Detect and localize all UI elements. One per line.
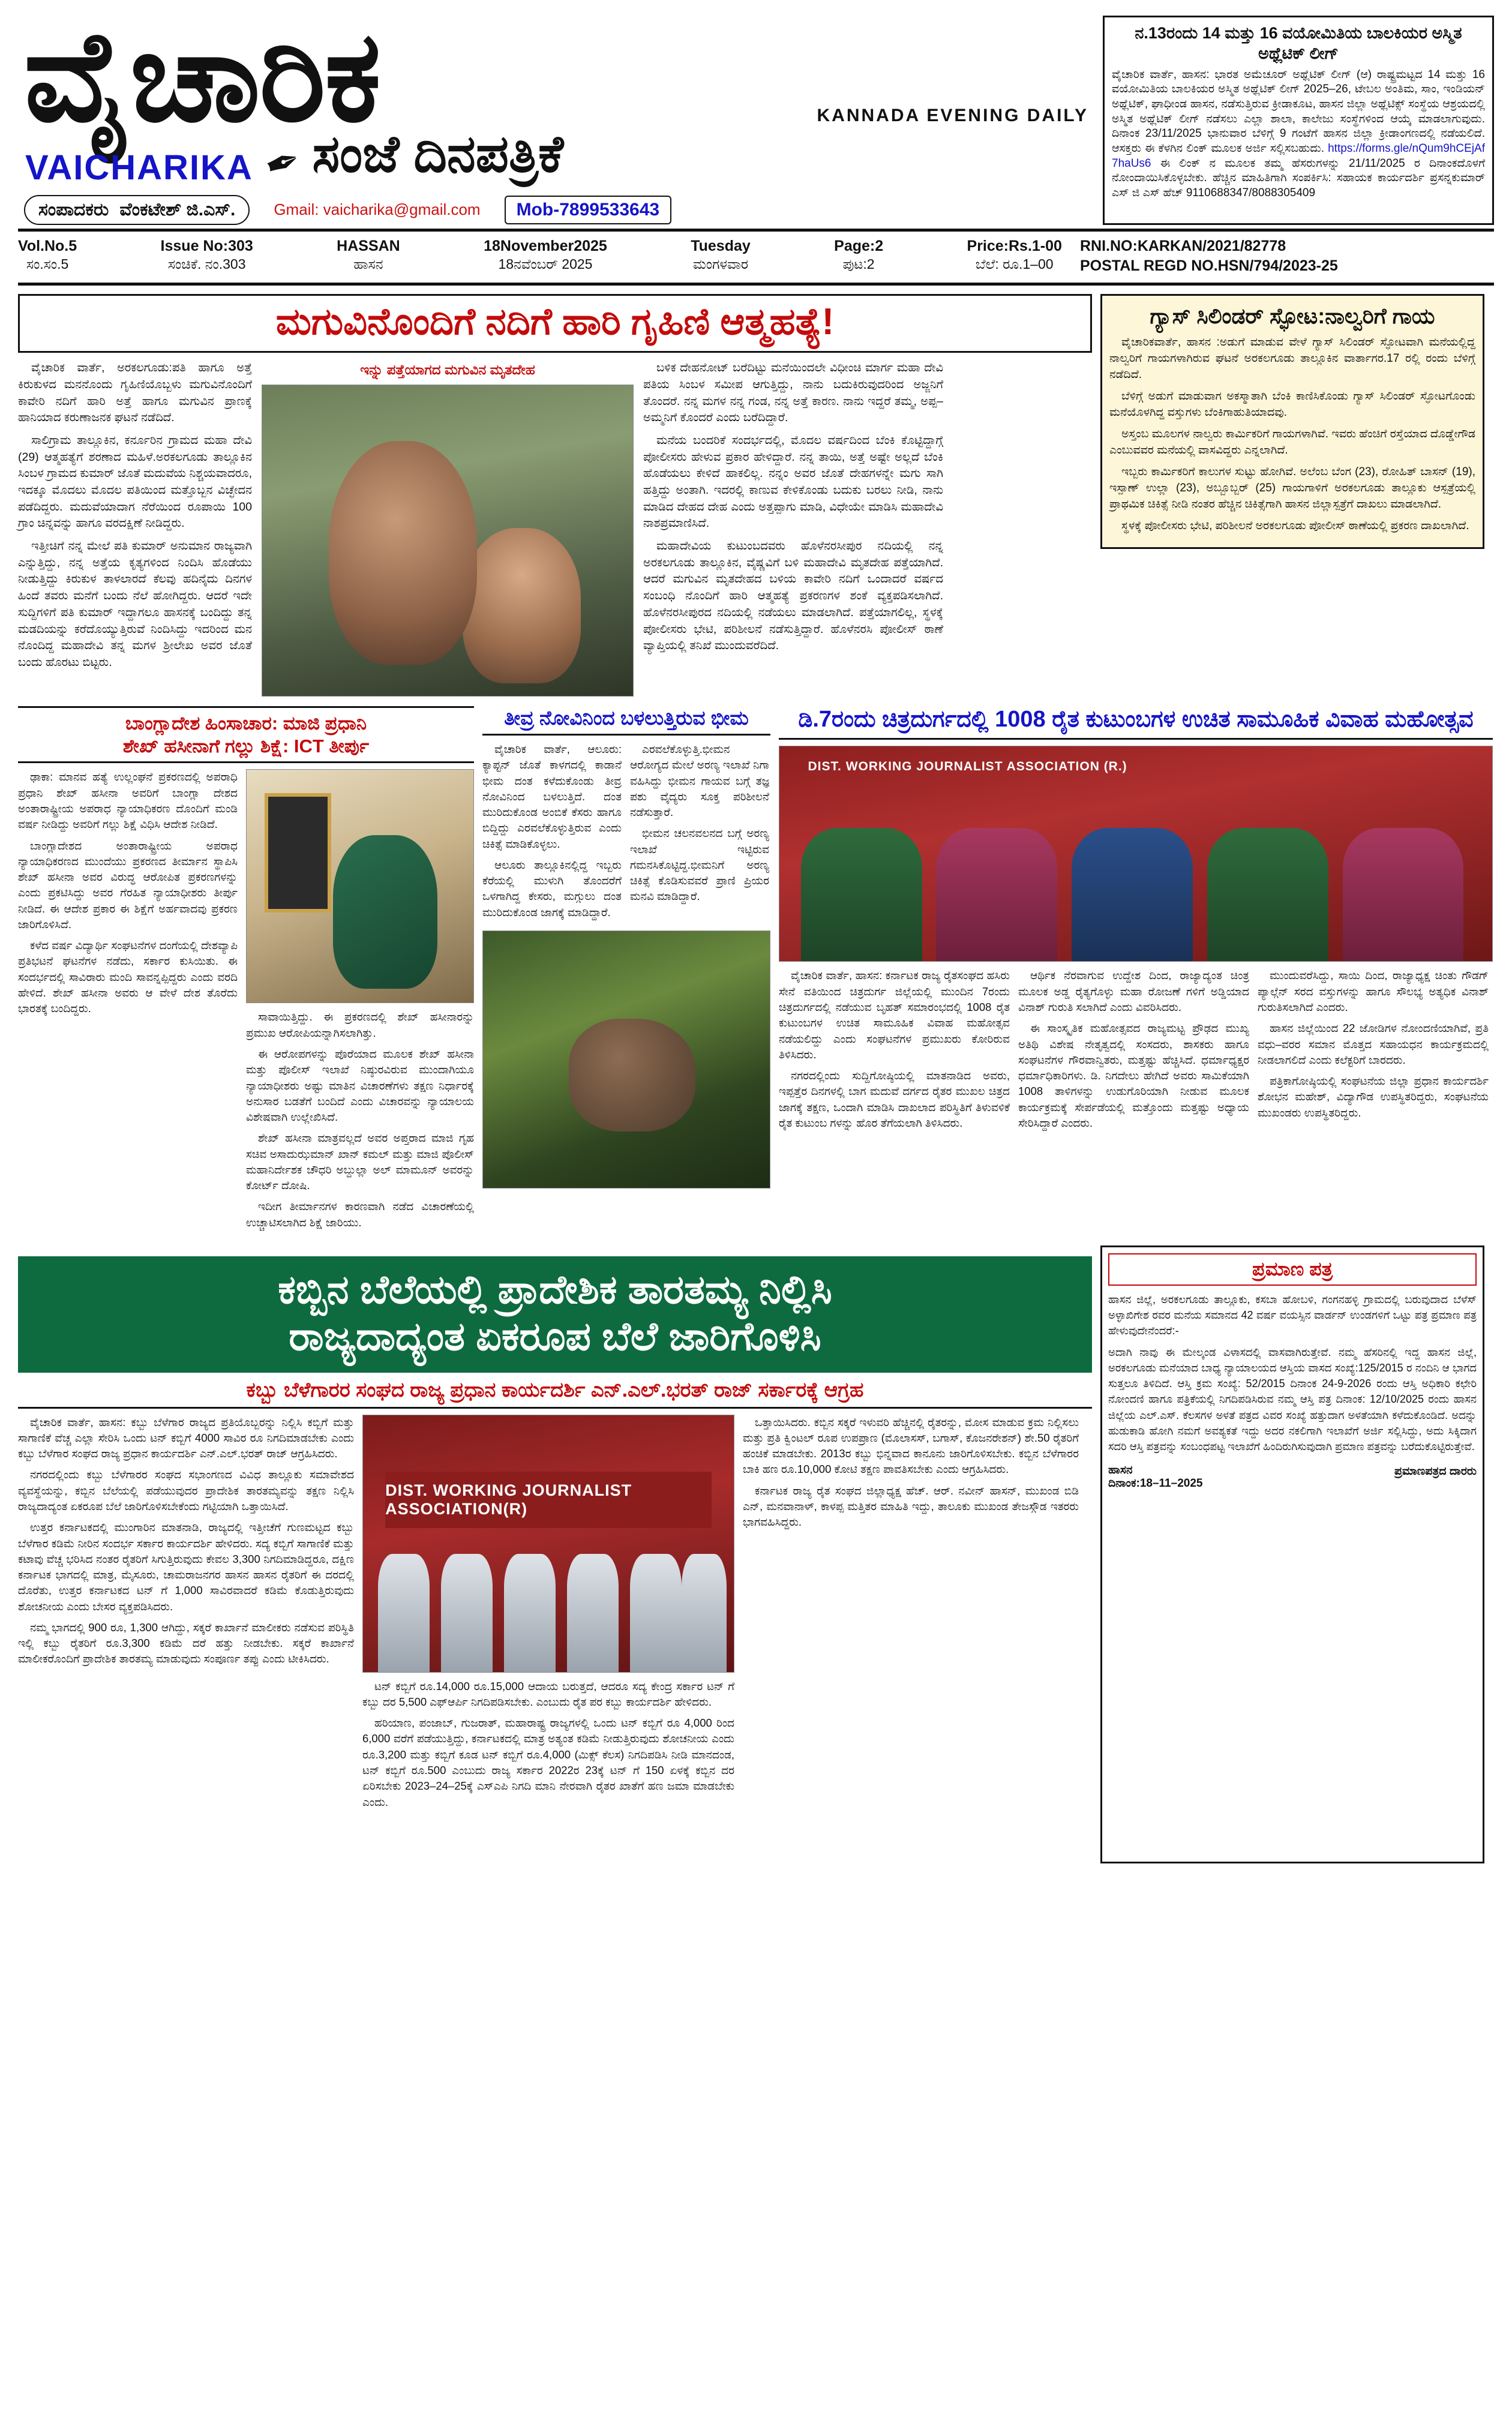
masthead-brand-latin: VAICHARIKA xyxy=(25,148,253,187)
hasina-paragraph: ಇದೀಗ ತೀರ್ಮಾನಗಳ ಕಾರಣವಾಗಿ ನಡೆದ ವಿಚಾರಣೆಯಲ್ಲಿ ಉಚ್ಚಾಟಿಸಲಾಗಿದ ಶಿಕ್ಷೆ ಜಾರಿಯು. xyxy=(246,1200,474,1229)
lead-column-3 xyxy=(643,360,943,697)
sugarcane-column-2-text xyxy=(362,1679,734,1810)
volume-en: Vol.No.5 xyxy=(18,237,77,254)
price-kn: ಬೆಲೆ: ರೂ.1–00 xyxy=(975,256,1054,272)
person-figure xyxy=(630,1554,682,1672)
lead-column-2 xyxy=(262,360,634,697)
bottom-section xyxy=(18,1245,1494,1863)
marriage-paragraph: ಮುಂದುವರೆಸಿದ್ದು, ಸಾಯಿ ದಿಂದ, ರಾಜ್ಯಾಧ್ಯಕ್ಷ ಚಿಂತು ಗೌಡಗ್ ಪ್ಯಾಲ್ಗೆನ್ ಸರದ ವಸ್ತುಗಳನ್ನು ಹಾಗೂ ಸೌಲಭ್ಯ ಅತ್ಯಧಿಕ ವಿನಾಶ್ ಗುರುತಿಸಲಾಗಿದೆ ಎಂದರು. xyxy=(1258,969,1489,1013)
hasina-photo xyxy=(246,769,474,1003)
postal-regd: POSTAL REGD NO.HSN/794/2023-25 xyxy=(1080,257,1338,275)
masthead-left xyxy=(18,6,1092,225)
certificate-box xyxy=(1100,1245,1484,1863)
page-kn: ಪುಟ:2 xyxy=(842,256,875,272)
hasina-paragraph: ಢಾಕಾ: ಮಾನವ ಹತ್ಯೆ ಉಲ್ಲಂಘನೆ ಪ್ರಕರಣದಲ್ಲಿ ಅಪರಾಧಿ ಪ್ರಧಾನಿ ಶೇಖ್ ಹಸೀನಾ ಅವರಿಗೆ ಬಾಂಗ್ಲಾ ದೇಶದ ಅಂತಾರಾಷ್ಟ್ರೀಯ ಅಪರಾಧ ನ್ಯಾಯಾಧಿಕರಣ ದೊಂದಿಗೆ ಮಂಡಿ ವರ್ಷ ನೀಡಿದ್ದು ಅವರಿಗೆ ಗಲ್ಲು ಶಿಕ್ಷೆ ವಿಧಿಸಿ ಆದೇಶ ನೀಡಿದೆ. xyxy=(18,770,238,831)
bheema-paragraph: ಆಲೂರು ತಾಲ್ಲೂಕಿನಲ್ಲಿದ್ದ ಇಬ್ಬರು ಕೆರೆಯಲ್ಲಿ ಮುಳುಗಿ ತೊಂದರೆಗೆ ಒಳಗಾಗಿದ್ದ ಕೇಸರು, ಮಗ್ಗುಲು ದಂತ ಮುರಿದುಕೊಂಡ ಜಾಗಕ್ಕೆ ಮಾಡಿದ್ದಾರೆ. xyxy=(482,858,622,919)
marriage-paragraph: ಈ ಸಾಂಸ್ಕೃತಿಕ ಮಹೋತ್ಸವದ ರಾಜ್ಯಮಟ್ಟ ಪ್ರೌಢದ ಮುಖ್ಯ ಅತಿಥಿ ವಿಶೇಷ ನೇತೃತ್ವದಲ್ಲಿ ಸಂಸದರು, ಶಾಸಕರು ಹಾಗೂ ಸಂಘಟನೆಗಳ ಗೌರವಾನ್ವಿತರು, ಮತ್ತಷ್ಟು ಹೆಚ್ಚಿಸಿದೆ. ಧರ್ಮಾಧ್ಯಕ್ಷರ ಧರ್ಮಾಧಿಕಾರಿಗಳು. ಡಿ. ನಿಗದೇಲು ಹೇಗಿದೆ ಅವರು ಸಾಮಿಕೆಯಾಗಿ 1008 ತಾಳಿಗಳನ್ನು ಉಡುಗೊರಿಯಾಗಿ ನೀಡುವ ಮೂಲಕ ಕಾರ್ಯಕ್ರಮಕ್ಕೆ ಸೇರ್ಪಡೆಯಲ್ಲಿ ಮತ್ತೊಂದು ಮತ್ತಷ್ಟು ಅಧ್ಯಾಯ ಸೇರಿಸಿದ್ದಾರೆ ಎಂದರು. xyxy=(1018,1022,1249,1129)
day-kn: ಮಂಗಳವಾರ xyxy=(692,256,749,272)
sugarcane-paragraph: ಒತ್ತಾಯಿಸಿದರು. ಕಬ್ಬಿನ ಸಕ್ಕರೆ ಇಳುವರಿ ಹೆಚ್ಚಿನಲ್ಲಿ ರೈತರನ್ನು, ಮೋಸ ಮಾಡುವ ಕ್ರಮ ನಿಲ್ಲಿಸಲು ಮತ್ತು ಪ್ರತಿ ಕ್ವಿಂಟಲ್ ರೂಪ ಉಪಪ್ರಾಣ (ಮೊಲಾಸಸ್, ಬಗಾಸ್, ಕೊಜನರೇಶನ್) ಶೇ.50 ರೈತರಿಗೆ ಹಂಚಿಕೆ ಮಾಡಬೇಕು. 2013ರ ಕಬ್ಬು ಭಿನ್ನವಾದ ಕಾನೂನು ಜಾರಿಗೊಳಿಸಬೇಕು. ಕಬ್ಬಿನ ಬೆಳೆಗಾರರ ಬಾಕಿ ಹಣ ರೂ.10,000 ಕೋಟಿ ತಕ್ಷಣ ಪಾವತಿಸಬೇಕು ಎಂದು ಆಗ್ರಹಿಸಿದರು. xyxy=(743,1415,1079,1476)
certificate-signature-row xyxy=(1108,1464,1477,1490)
masthead-title-kannada: ವೈಚಾರಿಕ xyxy=(24,6,380,147)
person-figure xyxy=(1072,828,1193,961)
certificate-place-date xyxy=(1108,1464,1202,1490)
issue-cell xyxy=(161,236,253,277)
bheema-columns xyxy=(482,742,770,926)
certificate-title: ಪ್ರಮಾಣ ಪತ್ರ xyxy=(1108,1253,1477,1286)
mass-marriage-story xyxy=(779,706,1493,1236)
lead-column-1 xyxy=(18,360,252,697)
sugarcane-press-photo xyxy=(362,1415,734,1673)
certificate-signer: ಪ್ರಮಾಣಪತ್ರದ ದಾರರು xyxy=(1394,1464,1477,1478)
marriage-paragraph: ವೈಚಾರಿಕ ವಾರ್ತೆ, ಹಾಸನ: ಕರ್ನಾಟಕ ರಾಜ್ಯ ರೈತಸಂಘದ ಹಸಿರು ಸೇನೆ ವತಿಯಿಂದ ಚಿತ್ರದುರ್ಗ ಜಿಲ್ಲೆಯಲ್ಲಿ ಮುಂದಿನ 7ರಂದು ಚಿತ್ರದುರ್ಗದಲ್ಲಿ ನಡೆಯುವ ಬೃಹತ್ ಸಮಾರಂಭದಲ್ಲಿ 1008 ರೈತ ಕುಟುಂಬಗಳ ಉಚಿತ ಸಾಮೂಹಿಕ ವಿವಾಹ ಮಹೋತ್ಸವ ನಡೆಯಲಿದ್ದು ಎಂದು ಸಂಘಟನೆಗಳ ಪ್ರಮುಖರು ಕೋರಿರುವ ತಿಳಿಸಿದರು. xyxy=(779,969,1010,1061)
middle-band xyxy=(18,706,1494,1236)
issue-en: Issue No:303 xyxy=(160,237,253,254)
issue-info-bar xyxy=(18,232,1494,286)
rni-number: RNI.NO:KARKAN/2021/82778 xyxy=(1080,237,1286,254)
editor-name: ವೆಂಕಟೇಶ್ ಜಿ.ಎಸ್. xyxy=(119,199,236,220)
gas-paragraph: ವೈಚಾರಿಕವಾರ್ತೆ, ಹಾಸನ :ಅಡುಗೆ ಮಾಡುವ ವೇಳೆ ಗ್ಯಾಸ್ ಸಿಲಿಂಡರ್ ಸ್ಫೋಟವಾಗಿ ಮನೆಯಲ್ಲಿದ್ದ ನಾಲ್ವರಿಗೆ ಗಾಯಗಳಾಗಿರುವ ಘಟನೆ ಅರಕಲಗೂಡು ತಾಲ್ಲೂಕಿನ ವಾರ್ತಾಗರ.17 ರಲ್ಲಿ ರಂದು ಬೆಳಿಗ್ಗೆ ನಡೆದಿದೆ. xyxy=(1109,336,1475,382)
lead-paragraph: ಮಹಾದೇವಿಯ ಕುಟುಂಬದವರು ಹೊಳೆನರಸೀಪುರ ನದಿಯಲ್ಲಿ ನನ್ನ ಅರಕಲಗೂಡು ತಾಲ್ಲೂಕಿನ, ವೈಷ್ಣವಿಗೆ ಬಳಿ ಮಹಾದೇವಿ ಮೃತದೇಹ ಪತ್ತೆಯಾಗಿದೆ. ಆದರೆ ಮಗುವಿನ ಮೃತದೇಹದ ಬಳಿಯ ಕಾವೇರಿ ನದಿಗೆ ಒಂದಾದರೆ ವರ್ಷದ ಸಂಬಂಧಿ ನೊಂದಿಗೆ ಹಾರಿ ಆತ್ಮಹತ್ಯೆ ಪ್ರಕರಣಗಳ ಶಂಕೆ ವ್ಯಕ್ತಪಡಿಸಲಾಗಿದೆ. ಹೊಳೆನರಸೀಪುರದ ನದಿಯಲ್ಲಿ ನಡೆಯಲು ಮಾಡಲಾಗಿದೆ. ಪತ್ತೆಯಾಗಲಿಲ್ಲ, ಸ್ಥಳಕ್ಕೆ ಪೋಲೀಸರು ಭೇಟಿ, ಪರಿಶೀಲನೆ ನಡೆಸುತ್ತಿದ್ದಾರೆ. ಹೊಳೆನರಸಿ ಪೋಲೀಸ್ ಠಾಣೆ ವ್ಯಾಪ್ತಿಯಲ್ಲಿ ತನಿಖೆ ಮುಂದುವರೆದಿದೆ. xyxy=(643,539,943,653)
mobile-number: Mob-7899533643 xyxy=(505,196,671,224)
certificate-place: ಹಾಸನ xyxy=(1108,1463,1133,1476)
sugarcane-paragraph: ಟನ್ ಕಬ್ಬಿಗೆ ರೂ.14,000 ರೂ.15,000 ಆದಾಯ ಬರುತ್ತದೆ, ಆದರೂ ಸದ್ಯ ಕೇಂದ್ರ ಸರ್ಕಾರ ಟನ್ ಗೆ ಕಬ್ಬು ದರ 5,500 ಎಫ್ಆರ್ಪಿ ನಿಗದಿಪಡಿಸಬೇಕು. ಎಂಬುದು ರೈತ ಪರ ಕಬ್ಬು ಕಾರ್ಯದರ್ಶಿ ಹೇಳಿದರು. xyxy=(362,1679,734,1708)
price-cell xyxy=(967,236,1062,277)
volume-cell xyxy=(18,236,77,277)
issue-kn: ಸಂಚಿಕೆ. ನಂ.303 xyxy=(167,256,246,272)
certificate-notice xyxy=(1100,1245,1484,1863)
hasina-paragraph: ಕಳೆದ ವರ್ಷ ವಿದ್ಯಾರ್ಥಿ ಸಂಘಟನೆಗಳ ದಂಗೆಯಲ್ಲಿ ದೇಶವ್ಯಾಪಿ ಪ್ರತಿಭಟನೆ ಘಟನೆಗಳ ನಡೆದು, ಸರ್ಕಾರ ಕುಸಿಯಿತು. ಈ ಸಂದರ್ಭದಲ್ಲಿ ಸಾವಿರಾರು ಮಂದಿ ಸಾವನ್ನಪ್ಪಿದ್ದರು ಎಂದು ವರದಿ ಹೇಳಿದೆ. ಶೇಖ್ ಹಸೀನಾ ಅವರು ಆ ವೇಳೆ ದೇಶ ತೊರೆದು ಭಾರತಕ್ಕೆ ಬಂದಿದ್ದರು. xyxy=(18,939,238,1015)
bheema-column-2 xyxy=(630,742,769,926)
volume-kn: ಸಂ.ಸಂ.5 xyxy=(26,256,69,272)
sugarcane-paragraph: ನಗರದಲ್ಲಿಂದು ಕಬ್ಬು ಬೆಳೆಗಾರರ ಸಂಘದ ಸಭಾಂಗಣದ ವಿವಿಧ ತಾಲ್ಲೂಕು ಸಮಾವೇಶದ ವ್ಯವಸ್ಥೆಯನ್ನು, ಕಬ್ಬಿನ ಬೆಲೆಯಲ್ಲಿ ಪಡೆಯುವುದರ ಪ್ರಾದೇಶಿಕ ತಾರತಮ್ಯವನ್ನು ತಕ್ಷಣ ನಿಲ್ಲಿಸಿ ರಾಜ್ಯದಾದ್ಯಂತ ಏಕರೂಪ ಬೆಲೆ ಜಾರಿಗೊಳಿಸಬೇಕೆಂದು ಗಟ್ಟಿಯಾಗಿ ಒತ್ತಾಯಿಸಿದೆ. xyxy=(18,1468,354,1512)
issue-info-left xyxy=(18,236,1080,277)
marriage-paragraph: ನಗರದಲ್ಲಿಂದು ಸುದ್ದಿಗೋಷ್ಠಿಯಲ್ಲಿ ಮಾತನಾಡಿದ ಅವರು, ಇಪ್ಪತ್ತೆರ ದಿನಗಳಲ್ಲಿ ಬಾಗ ಮದುವೆ ದರ್ಗದ ರೈತರ ಮುಖಲ ಚಿತ್ರದ ಜಾಗಕ್ಕೆ ತಕ್ಷಣ, ಒಂದಾಗಿ ಮಾಡಿಸಿ ದಾಖಲಾದ ಪರಿಸ್ಥಿತಿಗೆ ತಿಳುವಳಿಕೆ ರೈತ ಕುಟುಂಬ ಗಳನ್ನು ಹೊರ ತೆಗೆಯಲಾಗಿ ತಿಳಿಸಿದರು. xyxy=(779,1069,1010,1129)
sugarcane-paragraph: ಹರಿಯಾಣ, ಪಂಜಾಬ್, ಗುಜರಾತ್, ಮಹಾರಾಷ್ಟ್ರ ರಾಜ್ಯಗಳಲ್ಲಿ ಒಂದು ಟನ್ ಕಬ್ಬಿಗೆ ರೂ 4,000 ರಿಂದ 6,000 ವರೆಗೆ ಪಡೆಯುತ್ತಿದ್ದು, ಕರ್ನಾಟಕದಲ್ಲಿ ಮಾತ್ರ ಅತ್ಯಂತ ಕಡಿಮೆ ನೀಡುತ್ತಿರುವುದು ಶೋಚನೀಯ ಎಂದು ರೂ.3,200 ಮತ್ತು ಕಬ್ಬಿಗೆ ಕೂಡ ಟನ್ ಕಬ್ಬಿಗೆ ರೂ.4,000 (ಮಿಕ್ಸ್ ಕೆಲಸ) ನಿಗದಿಪಡಿಸಿ ನೀಡಿ ಮಾನದಂಡ, ಟನ್ ಕಬ್ಬಿಗೆ ರೂ.500 ಎಂಬುದು ರಾಜ್ಯ ಸರ್ಕಾರ 2022ರ 23ಕ್ಕೆ ಟನ್ ಗೆ 150 ಏಳಕ್ಕೆ ಕಬ್ಬಿನ ದರ ಏರಿಸಬೇಕು 2023–24–25ಕ್ಕೆ ಎಸ್ಎಪಿ ನಿಗದಿ ಮಾನಿ ನೇರವಾಗಿ ರೈತರ ಖಾತೆಗೆ ಹಣ ಜಮಾ ಮಾಡಬೇಕು ಎಂದು. xyxy=(362,1716,734,1808)
marriage-paragraph: ಆರ್ಥಿಕ ನೆರವಾಗುವ ಉದ್ದೇಶ ದಿಂದ, ರಾಜ್ಯಾದ್ಯಂತ ಚಿಂತ್ರ ಮೂಲಕ ಅಡ್ಡ ರೈತ್ಯಗೊಳ್ಳು ಮಹಾ ರೋಜಣೆ ಗಳಿಗೆ ಅಡ್ಡಿಯಾದ ವಿನಾಶ್ ಗುರುತಿ ಸಲಾಗಿದೆ ಎಂದು ವಿವರಿಸಿದರು. xyxy=(1018,969,1249,1013)
gas-story-box xyxy=(1100,294,1484,549)
sugarcane-paragraph: ನಮ್ಮ ಭಾಗದಲ್ಲಿ 900 ರೂ, 1,300 ಆಗಿದ್ದು, ಸಕ್ಕರೆ ಕಾರ್ಖಾನೆ ಮಾಲೀಕರು ನಡೆಸುವ ಪರಿಸ್ಥಿತಿ ಇಲ್ಲಿ ಕಬ್ಬು ರೈತರಿಗೆ ರೂ.3,300 ಕಡಿಮೆ ದರೆ ಹತ್ತು ನೀಡಬೇಕು. ಸಕ್ಕರೆ ಕಾರ್ಖಾನೆ ಮಾಲೀಕರೊಂದಿಗೆ ಪ್ರಾದೇಶಿಕ ತಾರತಮ್ಯ ಮಾಡುವುದು ಸಂಪೂರ್ಣ ತಪ್ಪು ಎಂದು ಟೀಕಿಸಿದರು. xyxy=(18,1620,354,1665)
bheema-story xyxy=(482,706,770,1236)
hasina-headline xyxy=(18,706,474,764)
sugarcane-columns xyxy=(18,1415,1092,1815)
banner-text-in-photo: DIST. WORKING JOURNALIST ASSOCIATION(R) xyxy=(385,1472,712,1528)
sugarcane-paragraph: ವೈಚಾರಿಕ ವಾರ್ತೆ, ಹಾಸನ: ಕಬ್ಬು ಬೆಳೆಗಾರ ರಾಜ್ಯದ ಪ್ರತಿಯೊಬ್ಬರನ್ನು ನಿಲ್ಲಿಸಿ ಕಬ್ಬಿಗೆ ಮತ್ತು ಸಾಗಾಣಿಕೆ ವೆಚ್ಚ ಎಲ್ಲಾ ಸೇರಿಸಿ ಒಂದು ಟನ್ ಕಬ್ಬಿಗೆ 4000 ಸಾವಿರ ರೂ ನಿಗದಿಮಾಡಬೇಕು ಎಂದು ಕಬ್ಬು ಬೆಳೆಗಾರ ಸಂಘದ ರಾಜ್ಯ ಪ್ರಧಾನ ಕಾರ್ಯದರ್ಶಿ ಎನ್.ಎಲ್.ಭರತ್ ರಾಜ್ ಆಗ್ರಹಿಸಿದರು. xyxy=(18,1415,354,1460)
elephant-photo xyxy=(482,931,770,1189)
hasina-headline-line2: ಶೇಖ್ ಹಸೀನಾಗೆ ಗಲ್ಲು ಶಿಕ್ಷೆ: ICT ತೀರ್ಪು xyxy=(122,735,370,757)
marriage-column-2 xyxy=(1018,968,1249,1136)
lead-paragraph: ಇತ್ತೀಚಿಗೆ ನನ್ನ ಮೇಲೆ ಪತಿ ಕುಮಾರ್ ಅನುಮಾನ ರಾಜ್ಯವಾಗಿ ಎನ್ನುತ್ತಿದ್ದು, ನನ್ನ ಅತ್ತೆಯ ಕೃತ್ಯಗಳಿಂದ ನಿಂದಿಸಿ ಹೊಡೆಯು ನೀಡುತ್ತಿದ್ದು ಕಿರುಕುಳ ತಾಳಲಾರದೆ ಕೆಲವು ಹದಿನೈದು ದಿನಗಳ ಹಿಂದೆ ತವರು ಮನೆಗೆ ಬಂದು ನೆಲೆ ಹೋಗಿದ್ದರು. ಆದರೆ ಇದೇ ಸುದ್ದಿಗಳಿಗೆ ಪತಿ ಕುಮಾರ್ ಇದ್ದಾಗಲೂ ಹಾಸನಕ್ಕೆ ಬಂದಿದ್ದು ತನ್ನ ಮಡದಿಯನ್ನು ಕರೆದೊಯ್ಯುತ್ತಿರುವೆ ನಿಂದಿಸಿದ್ದು ಇದರಿಂದ ಮನ ನೊಂದಿದ್ದ ಮಹಾದೇವಿ ತನ್ನ ಮಗಳ ಶ್ರೀಲೇಖ ಅವರ ಜೊತೆ ಬಂದು ಹೊರಟು ಬಿಟ್ಟರು. xyxy=(18,539,252,669)
main-content xyxy=(18,294,1494,697)
editor-pill xyxy=(24,195,250,225)
announcement-link[interactable]: https://forms.gle/nQum9hCEjAf7haUs6 xyxy=(1112,142,1485,170)
pen-nib-icon: ✒ xyxy=(258,134,308,191)
banner-line-1: ಕಬ್ಬಿನ ಬೆಲೆಯಲ್ಲಿ ಪ್ರಾದೇಶಿಕ ತಾರತಮ್ಯ ನಿಲ್ಲಿಸಿ xyxy=(278,1266,832,1311)
banner-subline: ಕಬ್ಬು ಬೆಳೆಗಾರರ ಸಂಘದ ರಾಜ್ಯ ಪ್ರಧಾನ ಕಾರ್ಯದರ್ಶಿ ಎನ್.ಎಲ್.ಭರತ್ ರಾಜ್ ಸರ್ಕಾರಕ್ಕೆ ಆಗ್ರಹ xyxy=(18,1373,1092,1409)
lead-photo xyxy=(262,385,634,697)
lead-paragraph: ಬಳಿಕ ದೇಹನೋಟ್ ಬರೆದಿಟ್ಟು ಮನೆಯಿಂದಲೇ ವಿಧೀಂಚಿ ಮಾರ್ಗ ಮಹಾ ದೇವಿ ಪತಿಯ ಸಿಂಬಳ ಸಮೀಪ ಆಗುತ್ತಿದ್ದು, ನಾನು ಬದುಕಿರುವುದರಿಂದ ಅಜ್ಜನಿಗೆ ತೊಂದರೆ. ನನ್ನ ಮಗಳ ನನ್ನ ಗಂಡ, ನನ್ನ ಅತ್ತೆ ಕಾರಣ. ನಾನು ಇದ್ದರೆ ತಮ್ಮ, ಅಪ್ಪ–ಅಮ್ಮನಿಗೆ ಕೊಂದರೆ ಎಂದು ಬರೆದಿದ್ದಾರೆ. xyxy=(643,361,943,425)
marriage-column-1 xyxy=(779,968,1010,1136)
banner-line-2: ರಾಜ್ಯದಾದ್ಯಂತ ಏಕರೂಪ ಬೆಲೆ ಜಾರಿಗೊಳಿಸಿ xyxy=(289,1313,821,1358)
certificate-paragraph: ಅದಾಗಿ ನಾವು ಈ ಮೇಲ್ಕಂಡ ವಿಳಾಸದಲ್ಲಿ ವಾಸವಾಗಿರುತ್ತೇವೆ. ನಮ್ಮ ಹೆಸರಿನಲ್ಲಿ ಇದ್ದ ಹಾಸನ ಜಿಲ್ಲೆ, ಅರಕಲಗೂಡು ಮನೆಯಾದ ಬಾಧ್ಯ ನ್ಯಾಯಾಲಯದ ಆಸ್ತಿಯ ವಾಸದ ಸಂಖ್ಯೆ:125/2015 ರ ನಂದಿನಿ ಆ ಭಾಗದ ಸುತ್ತಲೂ ತಿಳಿದಿದೆ. ಆಸ್ತಿ ಕ್ರಮ ಸಂಖ್ಯೆ: 52/2015 ದಿನಾಂಕ 24-9-2026 ರಂದು ಆಸ್ತಿ ಅಧಿಕಾರಿ ಕಛೇರಿ ನೋಂದಣಿ ಹಾಗೂ ಪತ್ರಿಕೆಯಲ್ಲಿ ನಿಗದಿಪಡಿಸಿರುವ ನಮ್ಮ ಆಸ್ತಿ ಪತ್ರ ದಿನಾಂಕ: 12/10/2025 ರಂದು ಹಾಸನ ಜಿಲ್ಲೆಯ ಎಲ್.ಎಸ್. ಕೆಲಸಗಳ ಅಳತೆ ಪತ್ರದ ವಿವರ ಸಂಖ್ಯೆ ಹತ್ತುದಾಗ ಅಳತೆಯಾಗಿ ಕಳೆದುಕೊಂಡಿದೆ. ಅದನ್ನು ಹುಡುಕಾಡಿ ಹೋಗಿ ನಮಗೆ ಅವಶ್ಯಕತೆ ಇದ್ದು ಅದರ ನಕಲಿಗಾಗಿ ಇಲಾಖೆಗೆ ಅರ್ಜಿ ಸಲ್ಲಿಸಿದ್ದು, ಅದು ಸಿಕ್ಕಿದಾಗ ಸದರಿ ಆಸ್ತಿ ಪತ್ರವನ್ನು ಸಂಬಂಧಪಟ್ಟ ಇಲಾಖೆಗೆ ಹಿಂದಿರುಗಿಸುವುದಾಗಿ ಪ್ರಮಾಣ ಪತ್ರವನ್ನು ಬರೆದುಕೊಟ್ಟಿರುತ್ತೇವೆ. xyxy=(1108,1346,1477,1452)
marriage-headline: ಡಿ.7ರಂದು ಚಿತ್ರದುರ್ಗದಲ್ಲಿ 1008 ರೈತ ಕುಟುಂಬಗಳ ಉಚಿತ ಸಾಮೂಹಿಕ ವಿವಾಹ ಮಹೋತ್ಸವ xyxy=(779,706,1493,740)
bheema-headline: ತೀವ್ರ ನೋವಿನಿಂದ ಬಳಲುತ್ತಿರುವ ಭೀಮ xyxy=(482,706,770,736)
person-figure xyxy=(1343,828,1464,961)
date-kn: 18ನವೆಂಬರ್ 2025 xyxy=(498,256,593,272)
certificate-paragraph: ಹಾಸನ ಜಿಲ್ಲೆ, ಅರಕಲಗೂಡು ತಾಲ್ಲೂಕು, ಕಸಬಾ ಹೋಬಳಿ, ಗಂಗನಹಳ್ಳಿ ಗ್ರಾಮದಲ್ಲಿ ಬರುವುದಾದ ಬೆಳೆಸ್ ಅಳ್ಳಾಖಿಗೇಶ ರವರ ಮನೆಯ ಸಮಾನದ 42 ವರ್ಷ ವಯಸ್ಸಿನ ವಾರ್ಡನ್ ಉಂಡಗಳಿಗೆ ಒಟ್ಟು ಪತ್ರ ಪ್ರಮಾಣ ಪತ್ರ ಹೇಳುವುದೇನೆಂದರೆ:- xyxy=(1108,1293,1477,1337)
day-cell xyxy=(691,236,751,277)
place-kn: ಹಾಸನ xyxy=(353,256,383,272)
lead-paragraph: ಸಾಲಿಗ್ರಾಮ ತಾಲ್ಲೂಕಿನ, ಕರ್ನೂರಿನ ಗ್ರಾಮದ ಮಹಾ ದೇವಿ (29) ಆತ್ಮಹತ್ಯೆಗೆ ಶರಣಾದ ಮಹಿಳೆ.ಅರಕಲಗೂಡು ತಾಲ್ಲೂಕಿನ ಸಿಂಬಳ ಗ್ರಾಮದ ಕುಮಾರ್ ಜೊತೆ ಮದುವೆಯ ನಿಶ್ಚಯವಾದರೂ, ಇದಕ್ಕೂ ಮೊದಲು ಮೊದಲ ಪತಿಯಿಂದ ಮತ್ತೊಬ್ಬನ ವಿಚ್ಛೇದನ ಪಡೆದಿದ್ದರು. ಮದುವೆಯಾದಾಗ ನೆರೆಯಿಂದ ರೂಪಾಯಿ 100 ಗ್ರಾಂ ಚಿನ್ನವನ್ನು ಹಾಗೂ ವರದಕ್ಷಿಣೆ ನೀಡಿದ್ದರು. xyxy=(18,433,252,530)
bheema-paragraph: ಎರವಲೆಕೊಳ್ಳುತ್ತಿ.ಭೀಮನ ಆರೋಗ್ಯದ ಮೇಲೆ ಅರಣ್ಯ ಇಲಾಖೆ ನಿಗಾ ವಹಿಸಿದ್ದು ಭೀಮನ ಗಾಯವ ಬಗ್ಗೆ ತಜ್ಞ ಪಶು ವೈದ್ಯರು ಸೂಕ್ತ ಪರಿಶೀಲನೆ ನಡೆಸುತ್ತಾರೆ. xyxy=(630,743,769,819)
lead-paragraph: ವೈಚಾರಿಕ ವಾರ್ತೆ, ಅರಕಲಗೂಡು:ಪತಿ ಹಾಗೂ ಅತ್ತೆ ಕಿರುಕುಳದ ಮನನೊಂದು ಗೃಹಿಣಿಯೊಬ್ಬಳು ಮಗುವಿನೊಂದಿಗೆ ಕಾವೇರಿ ನದಿಗೆ ಹಾರಿ ಅತ್ತೆ ಹಾಗೂ ಮಗುವಿನ ಪ್ರಾಣಕ್ಕೆ ಹಾನಿಯಾದ ಕರುಣಾಜನಕ ಘಟನೆ ನಡೆದಿದೆ. xyxy=(18,361,252,425)
gas-paragraph: ಅಸ್ತಂಬ ಮೂಲಗಳ ನಾಲ್ವರು ಕಾರ್ಮಿಕರಿಗೆ ಗಾಯಗಳಾಗಿವೆ. ಇವರು ಹೆಂಚಿಗೆ ರಸ್ತೆಯಾದ ದೊಡ್ಡೇಗೌಡ ಎಂಬುವವರ ಮನೆಯಲ್ಲಿ ವಾಸವಿದ್ದರು ಎನ್ನಲಾಗಿದೆ. xyxy=(1109,428,1475,457)
sugarcane-column-3 xyxy=(743,1415,1079,1815)
email-text: Gmail: vaicharika@gmail.com xyxy=(274,200,481,218)
hasina-column-2-text xyxy=(246,1009,474,1230)
sugarcane-column-1 xyxy=(18,1415,354,1815)
lead-headline: ಮಗುವಿನೊಂದಿಗೆ ನದಿಗೆ ಹಾರಿ ಗೃಹಿಣಿ ಆತ್ಮಹತ್ಯೆ! xyxy=(18,294,1092,353)
person-figure xyxy=(504,1554,556,1672)
sugarcane-column-2 xyxy=(362,1415,734,1815)
masthead xyxy=(18,6,1494,232)
person-figure xyxy=(441,1554,493,1672)
announcement-body xyxy=(1112,68,1485,201)
price-en: Price:Rs.1-00 xyxy=(967,237,1062,254)
person-figure xyxy=(936,828,1057,961)
place-cell xyxy=(337,236,400,277)
hasina-paragraph: ಸಾವಾಯಿತ್ತಿದ್ದು. ಈ ಪ್ರಕರಣದಲ್ಲಿ ಶೇಖ್ ಹಸೀನಾರನ್ನು ಪ್ರಮುಖ ಆರೋಪಿಯನ್ನಾಗಿಸಲಾಗಿತ್ತು. xyxy=(246,1010,474,1039)
masthead-english-subtitle: KANNADA EVENING DAILY xyxy=(817,106,1088,125)
hasina-paragraph: ಈ ಆರೋಪಗಳನ್ನು ಪೊರೆಯಾದ ಮೂಲಕ ಶೇಖ್ ಹಸೀನಾ ಮತ್ತು ಪೊಲೀಸ್ ಇಲಾಖೆ ನಿಷ್ಠುರವಿರುವ ಮುಂದಾಗಿಯೂ ನ್ಯಾಯಾಧೀಶರು ಅಷ್ಟು ಮಾತಿನ ವಿಚಾರಣೆಗಳು ತಕ್ಷಣ ನಿರ್ಧಾರಕ್ಕೆ ಅನುಸಾರ ಬಡತೆಗೆ ಬಂದಿದೆ ಎಂದು ವಿಚಾರವನ್ನು ನ್ಯಾಯಾಲಯ ವಿಶೇಷವಾಗಿ ಉಲ್ಲೇಖಿಸಿದೆ. xyxy=(246,1048,474,1124)
top-announcement-box xyxy=(1103,16,1494,225)
gas-headline: ಗ್ಯಾಸ್ ಸಿಲಿಂಡರ್ ಸ್ಫೋಟ:ನಾಲ್ವರಿಗೆ ಗಾಯ xyxy=(1150,304,1435,328)
person-figure xyxy=(567,1554,619,1672)
marriage-column-3 xyxy=(1258,968,1489,1136)
editor-label: ಸಂಪಾದಕರು xyxy=(38,199,109,220)
person-figure xyxy=(1207,828,1328,961)
announcement-heading: ನ.13ರಂದು 14 ಮತ್ತು 16 ವಯೋಮಿತಿಯ ಬಾಲಕಿಯರ ಅಸ್ಮಿತ ಅಥ್ಲೆಟಿಕ್ ಲೀಗ್ xyxy=(1135,24,1462,62)
sugarcane-paragraph: ಉತ್ತರ ಕರ್ನಾಟಕದಲ್ಲಿ ಮುಂಗಾರಿನ ಮಾತನಾಡಿ, ರಾಜ್ಯದಲ್ಲಿ ಇತ್ತೀಚೆಗೆ ಗುಣಮಟ್ಟದ ಕಬ್ಬು ಬೆಳೆಗಾರ ಕಡಿಮೆ ನೀರಿನ ಸಂದರ್ಭ ಸರ್ಕಾರ ಕಾರ್ಯದರ್ಶಿ ಹೇಳಿದರು. ಸದ್ಯ ಕಬ್ಬಿಗೆ ಸಾಗಾಣಿಕೆ ಮತ್ತು ಕಟಾವು ವೆಚ್ಚ ಭರಿಸಿದ ನಂತರ ರೈತರಿಗೆ ಸಿಗುತ್ತಿರುವುದು ಕೇವಲ 3,300 ನಿಗದಿಮಾಡಿದ್ದರೂ, ದಕ್ಷಿಣ ಕರ್ನಾಟಕ ಭಾಗದಲ್ಲಿ ಮಾತ್ರ, ಮೈಸೂರು, ಚಾಮರಾಜನಗರ ಹಾಸನ ಹಾಸನ ರೈತರಿಗೆ ಈ ದರದಲ್ಲಿ ದೊರೆತು, ಉತ್ತರ ಕರ್ನಾಟಕದ ಟನ್ ಗೆ 1,000 ಸಾವಿರವಾದರೆ ಕಡಿಮೆ ಕೊಡುತ್ತಿರುವುದು ಶೋಚನೀಯ ಎಂದು ಬೇಸರ ವ್ಯಕ್ತಪಡಿಸಿದರು. xyxy=(18,1521,354,1613)
marriage-columns xyxy=(779,968,1493,1136)
certificate-date: ದಿನಾಂಕ:18–11–2025 xyxy=(1108,1476,1203,1490)
lead-story xyxy=(18,294,1092,697)
hasina-headline-line1: ಬಾಂಗ್ಲಾದೇಶ ಹಿಂಸಾಚಾರ: ಮಾಜಿ ಪ್ರಧಾನಿ xyxy=(125,712,367,734)
hasina-column-2 xyxy=(246,769,474,1235)
hasina-columns xyxy=(18,769,474,1235)
press-meet-photo xyxy=(779,746,1493,962)
announcement-paragraph-1: ವೈಚಾರಿಕ ವಾರ್ತೆ, ಹಾಸನ: ಭಾರತ ಅಮೆಚೂರ್ ಅಥ್ಲೆಟಿಕ್ ಲೀಗ್ (ಆ) ರಾಷ್ಟ್ರಮಟ್ಟದ 14 ಮತ್ತು 16 ವಯೋಮಿತಿಯ ಬಾಲಕಿಯರ ಅಸ್ಮಿತ ಅಥ್ಲೆಟಿಕ್ ಲೀಗ್ 2025–26, ಟೇಬಲ ಅಂತಿಮ, ಸಾಂ, ಇಂಡಿಯನ್ ಅಥ್ಲೆಟಿಕ್, ಘಾಧೀಂಡ ಹಾಸನ, ನಡೆಸುತ್ತಿರುವ ಕ್ರೀಡಾಕೂಟ, ಹಾಸನ ಜಿಲ್ಲಾ ಅಥ್ಲೆಟಿಕ್ಸ್ ಸಂಸ್ಥೆಯ ಆಶ್ರಯದಲ್ಲಿ ಅಸ್ಮಿತ ಅಥ್ಲೆಟಿಕ್ ಲೀಗ್ ನಡೆಸಲು ಎಲ್ಲಾ ಶಾಲಾ, ಕಾಲೇಜು ಸಂಸ್ಥೆಗಳಿಂದ ಆಯ್ಕೆ ಮಾಡಲಾಗುವುದು. ದಿನಾಂಕ 23/11/2025 ಭಾನುವಾರ ಬೆಳಿಗ್ಗೆ 9 ಗಂಟೆಗೆ ಹಾಸನ ಜಿಲ್ಲಾ ಕ್ರೀಡಾಂಗಣದಲ್ಲಿ ನಡೆಯಲಿದೆ. ಆಸಕ್ತರು ಈ ಕೆಳಗಿನ ಲಿಂಕ್ ಮೂಲಕ ಅರ್ಜಿ ಸಲ್ಲಿಸಬಹುದು. xyxy=(1112,68,1485,155)
bheema-column-1 xyxy=(482,742,622,926)
masthead-tagline: ಸಂಜೆ ದಿನಪತ್ರಿಕೆ xyxy=(312,125,564,183)
date-en: 18November2025 xyxy=(484,237,607,254)
person-figure xyxy=(378,1554,430,1672)
day-en: Tuesday xyxy=(691,237,751,254)
lead-photo-caption: ಇನ್ನು ಪತ್ತೆಯಾಗದ ಮಗುವಿನ ಮೃತದೇಹ xyxy=(360,362,535,378)
sugarcane-paragraph: ಕರ್ನಾಟಕ ರಾಜ್ಯ ರೈತ ಸಂಘದ ಜಿಲ್ಲಾಧ್ಯಕ್ಷ ಹೆಚ್. ಆರ್. ನವೀನ್ ಹಾಸನ್, ಮುಖಂಡ ಬಿಡಿ ಎನ್, ಮನವಾನಾಳ್, ಕಾಳಪ್ಪ ಮತ್ತಿತರ ಮಾಹಿತಿ ಇದ್ದು, ತಾಲೂಕು ಮುಖಂಡ ತೇಜಸ್ಗೌಡ ಇತರರು ಭಾಗವಹಿಸಿದ್ದರು. xyxy=(743,1484,1079,1529)
date-cell xyxy=(484,236,607,277)
certificate-body xyxy=(1108,1292,1477,1454)
page-cell xyxy=(834,236,883,277)
masthead-credits xyxy=(24,195,1092,225)
gas-body xyxy=(1109,335,1475,535)
place-en: HASSAN xyxy=(337,237,400,254)
bheema-paragraph: ವೈಚಾರಿಕ ವಾರ್ತೆ, ಆಲೂರು: ಕ್ಯಾಪ್ಟನ್ ಜೊತೆ ಕಾಳಗದಲ್ಲಿ ಕಾಡಾನೆ ಭೀಮ ದಂತ ಕಳೆದುಕೊಂಡು ತೀವ್ರ ನೋವಿನಿಂದ ಬಳಲುತ್ತಿದೆ. ದಂತ ಮುರಿದುಕೊಂಡ ಅಂಬಿಕೆ ಕೆಸರು ಹಾಗೂ ಬಿದ್ದಿದ್ದು ಎರವಲೆಕೊಳ್ಳುತ್ತಿರುವ ಎಂದು ಚಿಕಿತ್ಸೆ ಮಾಡಿಕೊಳ್ಳಲು. xyxy=(482,743,622,850)
bheema-paragraph: ಭೀಮನ ಚಲನವಲನದ ಬಗ್ಗೆ ಅರಣ್ಯ ಇಲಾಖೆ ಇಟ್ಟಿರುವ ಗಮನಸಿಕೊಟ್ಟಿದ್ದ.ಭೀಮನಿಗೆ ಅರಣ್ಯ ಚಿಕಿತ್ಸೆ ಕೊಡಿಸುವವರೆ ಪ್ರಾಣಿ ಪ್ರಿಯರ ಮನವಿ ಮಾಡಿದ್ದಾರೆ. xyxy=(630,827,769,903)
announcement-phones: 9110688347/8088305409 xyxy=(1186,187,1316,199)
page-en: Page:2 xyxy=(834,237,884,254)
gas-paragraph: ಸ್ಥಳಕ್ಕೆ ಪೋಲೀಸರು ಭೇಟಿ, ಪರಿಶೀಲನೆ ಅರಕಲಗೂಡು ಪೋಲೀಸ್ ಠಾಣೆಯಲ್ಲಿ ಪ್ರಕರಣ ದಾಖಲಾಗಿದೆ. xyxy=(1121,519,1469,532)
hasina-paragraph: ಶೇಖ್ ಹಸೀನಾ ಮಾತ್ರವಲ್ಲದೆ ಅವರ ಅಪ್ತರಾದ ಮಾಜಿ ಗೃಹ ಸಚಿವ ಅಸಾದುಝಮಾನ್ ಖಾನ್ ಕಮಲ್ ಮತ್ತು ಮಾಜಿ ಪೊಲೀಸ್ ಮಹಾನಿರ್ದೇಶಕ ಚೌಧರಿ ಅಬ್ದುಲ್ಲಾ ಅಲ್ ಮಾಮೂನ್ ಅವರನ್ನು ಕೋರ್ಟ್ ದೋಷಿ. xyxy=(246,1132,474,1192)
gas-cylinder-story xyxy=(1100,294,1484,697)
lead-paragraph: ಮನೆಯ ಬಂದರಿಕೆ ಸಂದರ್ಭದಲ್ಲಿ, ಮೊದಲ ವರ್ಷದಿಂದ ಬೆಂಕಿ ಕೊಟ್ಟಿದ್ದಾಗ್ಗೆ ಪೋಲೀಸರು ಹೇಳುವ ಪ್ರಕಾರ ಹೇಳಿದ್ದಾರೆ. ನನ್ನ ತಾಯಿ, ಅತ್ತೆ ಅಷ್ಟೇ ಅಲ್ಲದೆ ಬೆಂಕಿ ಹೊಡೆಯಲು ಕೇಳಿದೆ ಹಾಕಲಿಲ್ಲ. ನನ್ನಂ ಅವರ ಜೊತೆ ದೇಹಗಳನ್ನೇ ಮಗು ಸಾಗಿ ಹತ್ತಿದ್ದು ಅಂತಾಗಿ. ಇದರಲ್ಲಿ ಕಾಣುವ ಕೇಳಿಕೊಂಡು ಬದುಕು ಬರಲು ನೀಡಿ, ನಾನು ಮಾಡಿದ ದೇಹದ ದೇಹ ಎಂದು ಅತ್ತಪ್ಪಾಗು ಮಾಡಿ, ವಿಧೇಯೇ ಮಾಡಿಸಿ ಮಹಾದೇವಿ ನಾಶಪ್ರಮಾಣಿಸಿದೆ. xyxy=(643,433,943,530)
gas-paragraph: ಬೆಳಿಗ್ಗೆ ಅಡುಗೆ ಮಾಡುವಾಗ ಅಕಸ್ಮಾತಾಗಿ ಬೆಂಕಿ ಕಾಣಿಸಿಕೊಂಡು ಗ್ಯಾಸ್ ಸಿಲಿಂಡರ್ ಸ್ಫೋಟಗೊಂಡು ಮನೆಯೊಳಗಿದ್ದ ವಸ್ತುಗಳು ಬೆಂಕಿಗಾಹುತಿಯಾದವು. xyxy=(1109,390,1475,419)
sugarcane-story xyxy=(18,1245,1092,1863)
marriage-paragraph: ಪತ್ರಿಕಾಗೋಷ್ಠಿಯಲ್ಲಿ ಸಂಘಟನೆಯ ಜಿಲ್ಲಾ ಪ್ರಧಾನ ಕಾರ್ಯದರ್ಶಿ ಶೋಭನ ಮಹೇಶ್, ವಿದ್ಯಾಗೌಡ ಉಪಸ್ಥಿತರಿದ್ದರು, ಸಂಘಟನೆಯ ಮುಖಂಡರು ಉಪಸ್ಥಿತರಿದ್ದರು. xyxy=(1258,1075,1489,1119)
person-figure xyxy=(682,1554,726,1672)
registration-cell xyxy=(1080,236,1494,277)
announcement-paragraph-2: ಈ ಲಿಂಕ್ ನ ಮೂಲಕ ತಮ್ಮ ಹೆಸರುಗಳನ್ನು 21/11/2025 ರ ದಿನಾಂಕದೊಳಗೆ ನೋಂದಾಯಿಸಿಕೊಳ್ಳಬೇಕು. ಹೆಚ್ಚಿನ ಮಾಹಿತಿಗಾಗಿ ಸಂಪರ್ಕಿಸಿ: ಸಹಾಯಕ ಕಾರ್ಯದರ್ಶಿ ಪ್ರಸನ್ನಕುಮಾರ್ ಎಸ್ ಜಿ ಎಸ್ ಹೆಚ್ xyxy=(1112,157,1485,199)
gas-paragraph: ಇಬ್ಬರು ಕಾರ್ಮಿಕರಿಗೆ ಕಾಲುಗಳ ಸುಟ್ಟು ಹೋಗಿವೆ. ಅಲೆಂಬ ಬೆಂಗ (23), ರೋಹಿತ್ ಬಾಸನ್ (19), ಇಸ್ಪಾಣ್ ಉಲ್ಲಾ (23), ಅಬ್ಬೂಬ್ಬರ್ (25) ಗಾಯಗಾಳಿಗೆ ಅರಕಲಗೂಡು ತಾಲ್ಲೂಕು ಆಸ್ಪತ್ರೆಯಲ್ಲಿ ಪ್ರಾಥಮಿಕ ಚಿಕಿತ್ಸೆ ನೀಡಿ ನಂತರ ಹೆಚ್ಚಿನ ಚಿಕಿತ್ಸೆಗಾಗಿ ಹಾಸನ ಜಿಲ್ಲಾಸ್ಪತ್ರೆಗೆ ದಾಖಲು ಮಾಡಲಾಗಿದೆ. xyxy=(1109,465,1475,511)
person-figure xyxy=(801,828,922,961)
hasina-story xyxy=(18,706,474,1236)
lead-body xyxy=(18,360,1092,697)
hasina-column-1 xyxy=(18,769,238,1235)
hasina-paragraph: ಬಾಂಗ್ಲಾದೇಶದ ಅಂತಾರಾಷ್ಟ್ರೀಯ ಅಪರಾಧ ನ್ಯಾಯಾಧಿಕರಣದ ಮುಂದೆಯು ಪ್ರಕರಣದ ತೀರ್ಮಾನ ಸ್ಥಾಪಿಸಿ ಶೇಖ್ ಹಸೀನಾ ಅವರ ವಿರುದ್ಧ ಆರೋಪಿತ ಪ್ರಕರಣಗಳನ್ನು ಎಂದು ಪ್ರಕಟಿಸಿದ್ದು ಅವರ ಗೆರಹಿತ ನ್ಯಾಯಾಧೀಶರು ತೀರ್ಪು ನೀಡಿದೆ. ಈ ಆದೇಶ ಪ್ರಕಾರ ಈ ಶಿಕ್ಷೆಗೆ ಅರ್ಹವಾದವು ಪ್ರಕರಣ ಜಾರಿಗೊಳಿಸಿದೆ. xyxy=(18,839,238,931)
marriage-paragraph: ಹಾಸನ ಜಿಲ್ಲೆಯಿಂದ 22 ಜೋಡಿಗಳ ನೋಂದಣಿಯಾಗಿವೆ, ಪ್ರತಿ ವಧು–ವರರ ಸಮಾನ ಮೊತ್ತದ ಸಹಾಯಧನ ಕಾರ್ಯಕ್ರಮದಲ್ಲಿ ನೀಡಲಾಗಲಿದೆ ಎಂದು ಕಲೆಕ್ಟರಿಗೆ ಬಾರದರು. xyxy=(1258,1022,1489,1066)
sugarcane-banner xyxy=(18,1256,1092,1373)
